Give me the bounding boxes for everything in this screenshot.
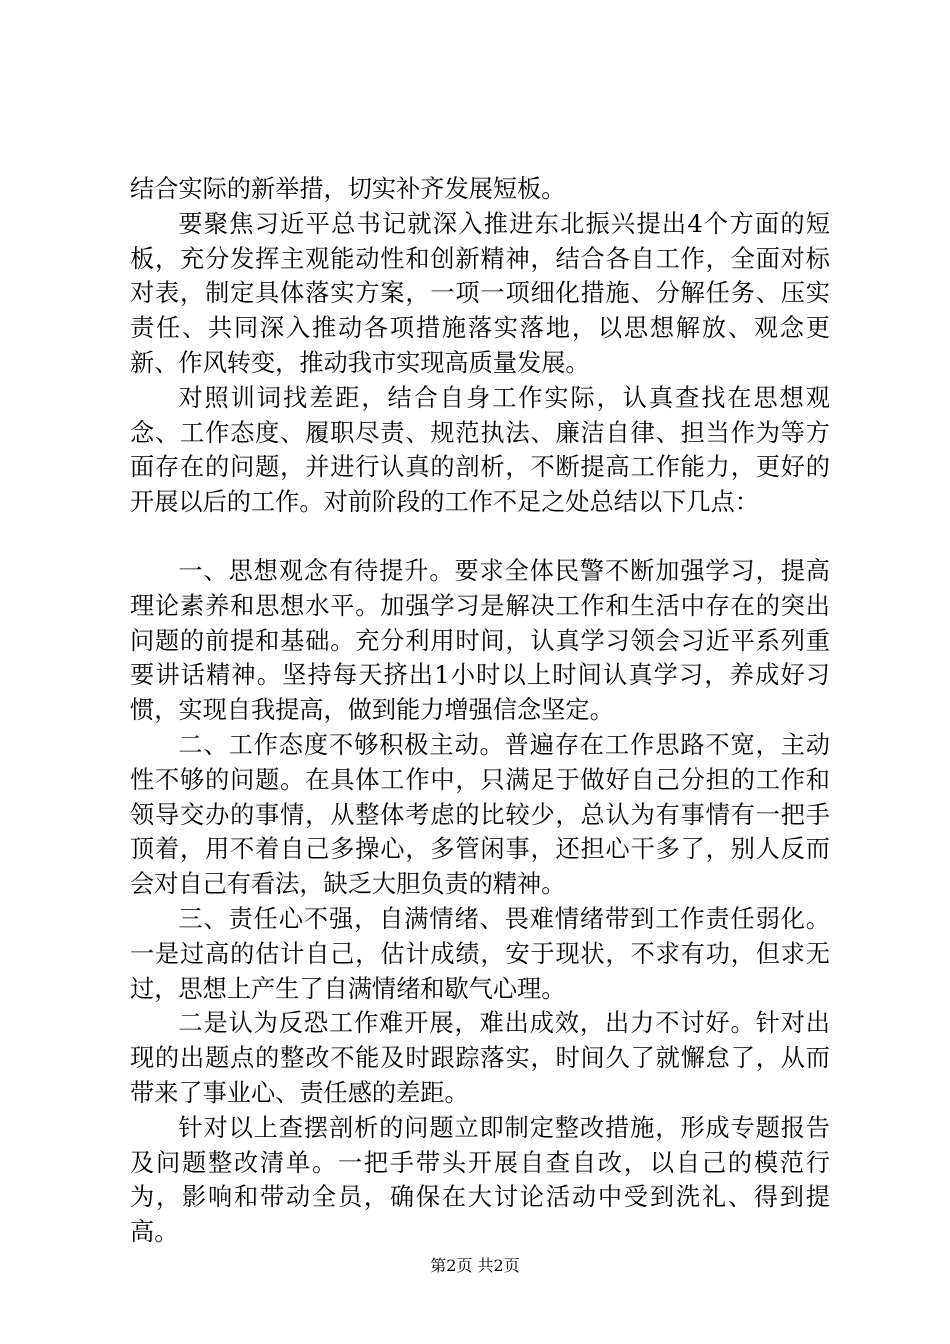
paragraph-northeast-revitalization: 要聚焦习近平总书记就深入推进东北振兴提出4个方面的短板，充分发挥主观能动性和创新精神，结合各自工作，全面对标对表，制定具体落实方案，一项一项细化措施、分解任务、压实责任、共同深入推动各项措施落实落地，以思想解放、观念更新、作风转变，推动我市实现高质量发展。 [130,209,830,377]
paragraph-rectification: 针对以上查摆剖析的问题立即制定整改措施，形成专题报告及问题整改清单。一把手带头开展自查自改，以自己的模范行为，影响和带动全员，确保在大讨论活动中受到洗礼、得到提高。 [130,1113,830,1247]
paragraph-continuation: 结合实际的新举措，切实补齐发展短板。 [130,175,566,203]
paragraph-point-one: 一、思想观念有待提升。要求全体民警不断加强学习，提高理论素养和思想水平。加强学习是解决工作和生活中存在的突出问题的前提和基础。充分利用时间，认真学习领会习近平系列重要讲话精神。坚持每天挤出1小时以上时间认真学习，养成好习惯，实现自我提高，做到能力增强信念坚定。 [130,556,830,725]
paragraph-point-three: 三、责任心不强，自满情绪、畏难情绪带到工作责任弱化。一是过高的估计自己，估计成绩，安于现状，不求有功，但求无过，思想上产生了自满情绪和歇气心理。 [130,904,830,1003]
paragraph-find-gaps: 对照训词找差距，结合自身工作实际，认真查找在思想观念、工作态度、履职尽责、规范执法、廉洁自律、担当作为等方面存在的问题，并进行认真的剖析，不断提高工作能力，更好的开展以后的工作。对前阶段的工作不足之处总结以下几点： [130,383,830,517]
page-number-footer: 第2页 共2页 [430,1256,520,1275]
paragraph-point-three-second: 二是认为反恐工作难开展，难出成效，出力不讨好。针对出现的出题点的整改不能及时跟踪落实，时间久了就懈怠了，从而带来了事业心、责任感的差距。 [130,1009,830,1107]
document-body [130,172,830,1250]
paragraph-point-two: 二、工作态度不够积极主动。普遍存在工作思路不宽，主动性不够的问题。在具体工作中，只满足于做好自己分担的工作和领导交办的事情，从整体考虑的比较少，总认为有事情有一把手顶着，用不着自己多操心，多管闲事，还担心干多了，别人反而会对自己有看法，缺乏大胆负责的精神。 [130,730,830,899]
